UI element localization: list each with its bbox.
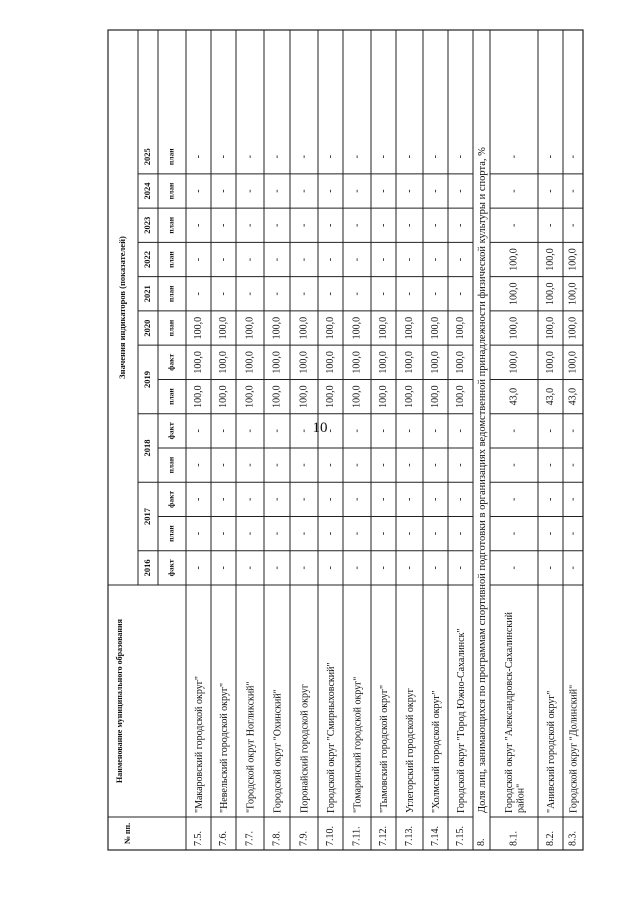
row-name: "Холмский городской округ" <box>431 690 442 813</box>
row-value: - <box>567 566 579 570</box>
row-value: - <box>244 189 256 193</box>
row-name: "Тымовский городской округ" <box>379 684 390 813</box>
row-number: 8. <box>475 838 487 846</box>
row-value: - <box>192 155 204 159</box>
row-value: 100,0 <box>351 385 363 408</box>
header-sub-label: план <box>166 251 176 268</box>
row-value: - <box>298 497 310 502</box>
row-value: 100,0 <box>567 282 579 306</box>
row-value: - <box>271 189 283 193</box>
row-value: - <box>403 429 415 433</box>
row-value: 43,0 <box>567 387 579 406</box>
row-value: 100,0 <box>454 385 466 408</box>
row-value: - <box>217 429 229 433</box>
row-value: - <box>544 566 556 570</box>
row-value: 100,0 <box>544 351 556 374</box>
row-value: 100,0 <box>217 385 229 408</box>
row-number: 7.15. <box>454 826 466 846</box>
row-value: - <box>403 292 415 296</box>
row-value: - <box>454 292 466 296</box>
row-value: - <box>271 497 283 502</box>
row-value: - <box>271 292 283 296</box>
header-year-2018: 2018 <box>141 439 152 457</box>
header-sub-label: план <box>166 148 176 166</box>
header-sub-label: факт <box>166 490 176 508</box>
row-value: 100,0 <box>567 351 579 374</box>
row-value: - <box>567 429 579 433</box>
row-name: "Анивский городской округ" <box>546 690 557 813</box>
row-value: - <box>429 292 441 296</box>
row-value: - <box>403 189 415 193</box>
row-value: - <box>351 223 363 227</box>
row-value: - <box>298 292 310 296</box>
row-value: 100,0 <box>377 351 389 374</box>
row-value: - <box>377 531 389 536</box>
rotated-table-group <box>108 30 583 850</box>
row-value: - <box>298 155 310 159</box>
row-value: - <box>244 429 256 433</box>
row-value: - <box>567 155 579 159</box>
row-value: 100,0 <box>217 316 229 340</box>
row-value: 100,0 <box>429 351 441 374</box>
row-value: 100,0 <box>244 385 256 408</box>
row-value: - <box>567 223 579 227</box>
header-year-2021: 2021 <box>141 285 152 303</box>
row-value: - <box>403 566 415 570</box>
row-value: 100,0 <box>298 351 310 374</box>
header-name: Наименование муниципального образования <box>114 619 124 783</box>
row-value: - <box>324 257 336 262</box>
row-value: 100,0 <box>324 351 336 374</box>
row-value: 100,0 <box>351 316 363 340</box>
header-year-2024: 2024 <box>141 182 152 200</box>
row-value: 100,0 <box>544 248 556 271</box>
row-value: - <box>324 223 336 227</box>
row-value: - <box>351 463 363 467</box>
row-value: - <box>351 429 363 433</box>
row-value: 100,0 <box>567 248 579 271</box>
row-value: - <box>403 497 415 502</box>
row-value: 100,0 <box>192 385 204 408</box>
row-value: - <box>244 566 256 570</box>
row-value: 100,0 <box>271 385 283 408</box>
row-value: 100,0 <box>324 316 336 340</box>
row-value: - <box>217 155 229 159</box>
row-value: 100,0 <box>377 316 389 340</box>
row-value: - <box>377 566 389 570</box>
row-name: "Томаринский городской округ" <box>352 676 364 813</box>
row-value: - <box>429 566 441 570</box>
row-value: 100,0 <box>567 316 579 340</box>
row-value: - <box>324 429 336 433</box>
row-value: - <box>377 155 389 159</box>
row-value: - <box>429 257 441 262</box>
row-value: - <box>192 566 204 570</box>
row-value: 100,0 <box>454 316 466 340</box>
row-value: - <box>454 463 466 467</box>
section-title: Доля лиц, занимающихся по программам спортивной подготовки в организациях ведомственной принадлежности физической культуры и спорта, % <box>477 147 489 813</box>
row-value: 100,0 <box>298 316 310 340</box>
row-number: 7.12. <box>377 826 389 846</box>
row-value: - <box>217 292 229 296</box>
row-name: Городской округ "Долинский" <box>568 684 580 813</box>
row-number: 7.11. <box>351 826 363 846</box>
row-value: - <box>454 257 466 262</box>
header-year-2016: 2016 <box>141 559 152 577</box>
row-value: 100,0 <box>271 316 283 340</box>
row-value: - <box>377 292 389 296</box>
row-value: 100,0 <box>403 351 415 374</box>
row-value: - <box>544 497 556 502</box>
row-value: 43,0 <box>508 387 520 406</box>
row-value: - <box>544 429 556 433</box>
row-value: - <box>454 429 466 433</box>
row-value: - <box>544 531 556 536</box>
row-value: - <box>508 531 520 536</box>
row-value: - <box>351 292 363 296</box>
row-value: - <box>351 189 363 193</box>
row-value: - <box>377 497 389 502</box>
row-value: 100,0 <box>508 282 520 306</box>
header-sub-label: план <box>166 285 176 303</box>
row-value: - <box>192 497 204 502</box>
row-value: - <box>244 223 256 227</box>
row-value: - <box>217 566 229 570</box>
row-value: - <box>429 463 441 467</box>
header-num: № пп. <box>122 822 132 845</box>
row-value: - <box>351 257 363 262</box>
row-value: - <box>454 566 466 570</box>
row-value: - <box>508 189 520 193</box>
header-sub-label: план <box>166 525 176 542</box>
row-name: "Макаровский городской округ" <box>194 676 205 813</box>
row-value: - <box>403 463 415 467</box>
row-value: - <box>217 257 229 262</box>
row-value: - <box>271 463 283 467</box>
row-value: - <box>508 566 520 570</box>
row-value: - <box>377 223 389 227</box>
row-number: 8.2. <box>544 831 556 846</box>
row-value: 100,0 <box>508 351 520 374</box>
row-value: - <box>454 497 466 502</box>
row-value: - <box>454 155 466 159</box>
row-value: - <box>192 463 204 467</box>
row-value: - <box>192 292 204 296</box>
row-value: - <box>377 429 389 433</box>
row-value: 100,0 <box>508 316 520 340</box>
row-value: 100,0 <box>192 316 204 340</box>
row-value: 100,0 <box>244 351 256 374</box>
row-value: 100,0 <box>429 316 441 340</box>
row-value: - <box>192 429 204 433</box>
row-value: - <box>324 531 336 536</box>
row-value: - <box>454 189 466 193</box>
header-sub-label: план <box>166 216 176 234</box>
row-value: 100,0 <box>351 351 363 374</box>
row-value: 100,0 <box>217 351 229 374</box>
row-value: - <box>217 497 229 502</box>
header-sub-label: факт <box>166 559 176 577</box>
row-value: - <box>351 497 363 502</box>
row-value: 100,0 <box>508 248 520 271</box>
row-name: "Городской округ Ногликский" <box>245 681 257 813</box>
row-value: - <box>567 189 579 193</box>
row-value: - <box>351 155 363 159</box>
row-value: - <box>403 223 415 227</box>
row-name: Городской округ "Александровск-Сахалинскийрайон" <box>503 612 527 813</box>
row-value: - <box>429 189 441 193</box>
row-value: - <box>192 531 204 536</box>
row-value: - <box>298 189 310 193</box>
row-value: - <box>377 257 389 262</box>
row-value: 100,0 <box>298 385 310 408</box>
row-value: - <box>298 463 310 467</box>
row-name: Углегорский городской округ <box>405 688 416 813</box>
row-value: - <box>271 531 283 536</box>
row-number: 8.1. <box>508 831 520 846</box>
row-value: - <box>192 223 204 227</box>
row-value: - <box>271 429 283 433</box>
row-value: 100,0 <box>192 351 204 374</box>
row-value: - <box>544 189 556 193</box>
header-sub-label: план <box>166 456 176 474</box>
row-value: - <box>244 257 256 262</box>
header-year-2023: 2023 <box>141 216 152 234</box>
row-number: 7.10. <box>324 826 336 846</box>
row-value: - <box>403 155 415 159</box>
row-value: - <box>544 155 556 159</box>
row-value: - <box>508 497 520 502</box>
row-value: - <box>192 189 204 193</box>
row-value: 100,0 <box>454 351 466 374</box>
row-number: 7.5. <box>192 831 204 846</box>
row-value: - <box>403 531 415 536</box>
row-number: 7.8. <box>271 831 283 846</box>
row-value: - <box>544 223 556 227</box>
row-value: - <box>244 497 256 502</box>
row-value: - <box>271 257 283 262</box>
header-year-2020: 2020 <box>141 319 152 337</box>
row-value: - <box>567 497 579 502</box>
row-value: - <box>217 531 229 536</box>
row-value: - <box>508 223 520 227</box>
row-value: - <box>324 189 336 193</box>
row-value: 100,0 <box>544 282 556 306</box>
row-value: - <box>454 531 466 536</box>
row-value: - <box>298 257 310 262</box>
row-value: - <box>429 223 441 227</box>
row-name: Городской округ "Город Южно-Сахалинск" <box>456 628 467 813</box>
row-name: Городской округ "Охинский" <box>272 689 284 813</box>
row-value: - <box>544 463 556 467</box>
row-value: - <box>377 189 389 193</box>
row-value: - <box>454 223 466 227</box>
row-value: - <box>508 429 520 433</box>
row-value: - <box>298 566 310 570</box>
row-value: - <box>271 155 283 159</box>
row-value: - <box>217 189 229 193</box>
page-number: 10 <box>312 420 328 436</box>
row-number: 7.6. <box>217 831 229 846</box>
row-value: - <box>567 463 579 467</box>
row-value: - <box>192 257 204 262</box>
row-value: 100,0 <box>429 385 441 408</box>
row-value: - <box>244 531 256 536</box>
row-number: 7.7. <box>244 831 256 846</box>
row-name: "Невельский городской округ" <box>219 682 230 813</box>
row-value: - <box>324 292 336 296</box>
row-name: Поронайский городской округ <box>299 684 311 813</box>
row-value: - <box>271 566 283 570</box>
header-sub-label: факт <box>166 422 176 440</box>
header-values: Значения индикаторов (показателей) <box>116 236 127 379</box>
row-value: - <box>377 463 389 467</box>
row-number: 8.3. <box>567 831 579 846</box>
row-value: - <box>351 531 363 536</box>
row-value: - <box>298 429 310 433</box>
row-value: - <box>508 463 520 467</box>
row-value: 100,0 <box>403 385 415 408</box>
row-number: 7.13. <box>403 826 415 846</box>
row-value: - <box>244 463 256 467</box>
row-value: - <box>271 223 283 227</box>
row-value: - <box>324 497 336 502</box>
header-year-2017: 2017 <box>141 507 152 525</box>
header-sub-label: план <box>166 319 176 337</box>
row-name: Городской округ "Смирныховский" <box>326 662 337 813</box>
row-value: - <box>403 257 415 262</box>
row-value: - <box>298 531 310 536</box>
row-value: 100,0 <box>377 385 389 408</box>
header-sub-label: план <box>166 182 176 200</box>
row-value: - <box>324 566 336 570</box>
row-value: - <box>429 497 441 502</box>
row-number: 7.9. <box>298 831 310 846</box>
row-value: 43,0 <box>544 387 556 406</box>
header-year-2019: 2019 <box>141 370 152 388</box>
row-value: 100,0 <box>544 316 556 340</box>
header-sub-label: план <box>166 388 176 405</box>
row-value: - <box>429 429 441 433</box>
header-year-2022: 2022 <box>141 251 152 269</box>
row-value: - <box>324 463 336 467</box>
row-value: 100,0 <box>271 351 283 374</box>
row-value: 100,0 <box>244 316 256 340</box>
row-value: - <box>217 223 229 227</box>
row-value: - <box>244 155 256 159</box>
row-number: 7.14. <box>429 826 441 846</box>
header-year-2025: 2025 <box>141 148 152 166</box>
row-value: 100,0 <box>403 316 415 340</box>
row-value: - <box>508 155 520 159</box>
row-value: - <box>429 155 441 159</box>
row-value: - <box>244 292 256 296</box>
row-value: - <box>351 566 363 570</box>
row-value: - <box>217 463 229 467</box>
row-value: - <box>567 531 579 536</box>
row-value: - <box>324 155 336 159</box>
header-sub-label: факт <box>166 353 176 371</box>
row-value: - <box>429 531 441 536</box>
row-value: - <box>298 223 310 227</box>
row-value: 100,0 <box>324 385 336 408</box>
